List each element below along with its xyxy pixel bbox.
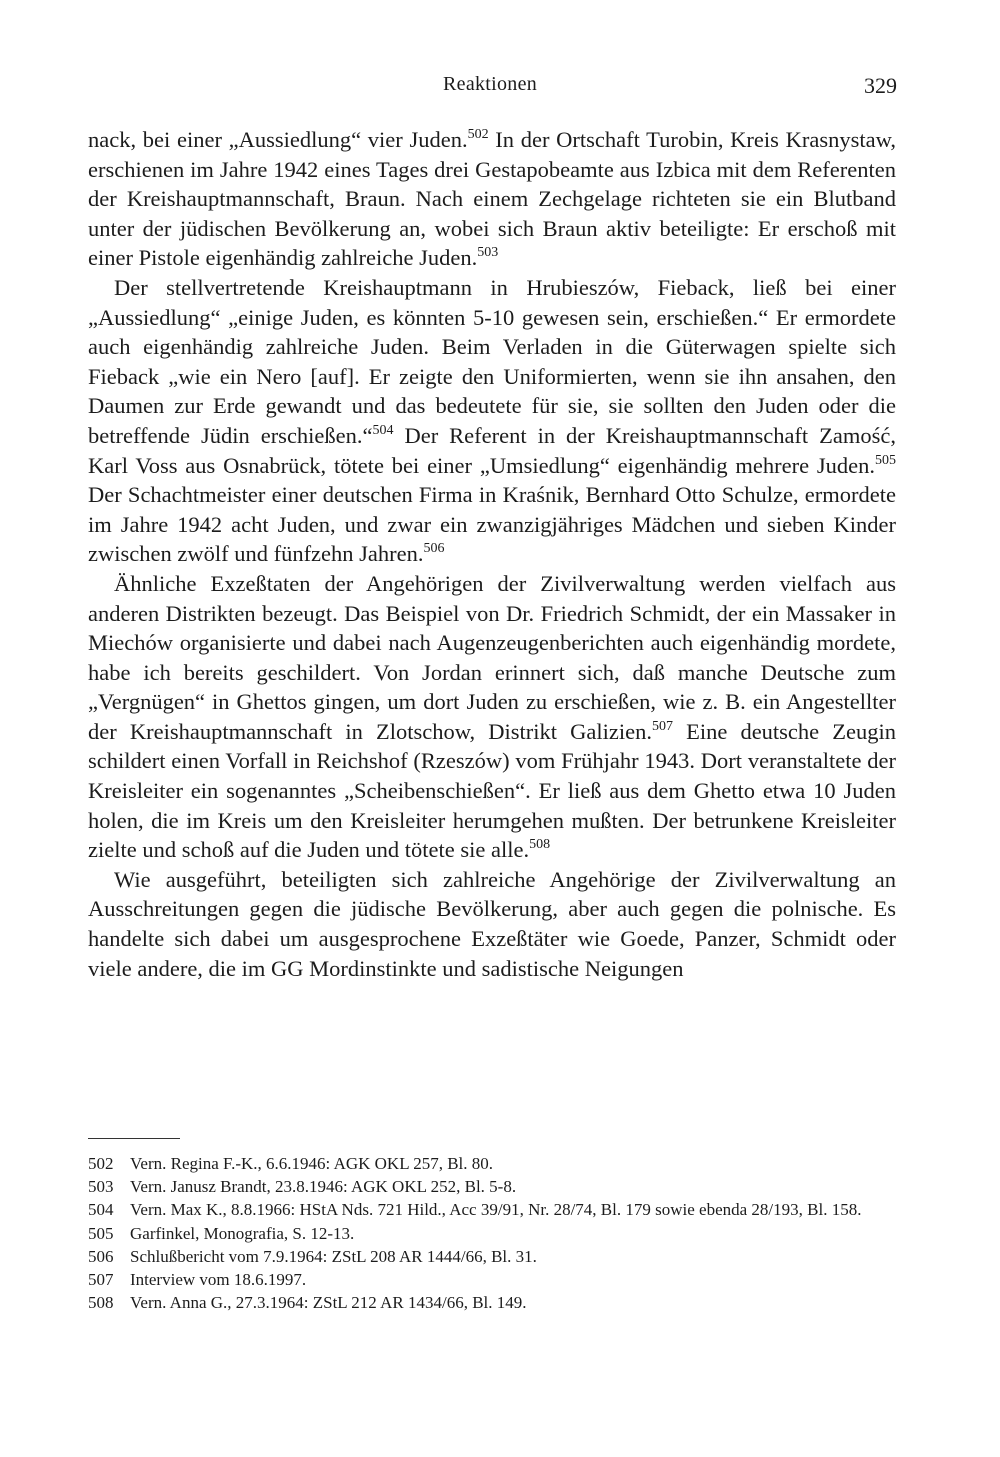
footnote-text: Vern. Regina F.-K., 6.6.1946: AGK OKL 257, Bl. 80.: [130, 1154, 494, 1173]
paragraph-4: [88, 865, 896, 983]
footnote-ref-508: 508: [529, 837, 551, 853]
footnote: [88, 1198, 896, 1221]
footnote-ref-503: 503: [477, 245, 499, 261]
footnote-text: Schlußbericht vom 7.9.1964: ZStL 208 AR 1444/66, Bl. 31.: [130, 1246, 537, 1266]
footnote-divider: [88, 1138, 180, 1139]
footnote-ref-507: 507: [651, 718, 673, 734]
footnote-number: 508: [88, 1293, 114, 1313]
footnote-ref-504: 504: [372, 422, 394, 438]
footnote-number: 505: [88, 1223, 114, 1243]
footnote: [88, 1268, 896, 1291]
footnote-ref-502: 502: [467, 127, 489, 142]
running-head: Reaktionen: [443, 73, 538, 95]
footnote: [88, 1175, 896, 1198]
footnote-number: 503: [88, 1177, 114, 1197]
footnote-text: Vern. Anna G., 27.3.1964: ZStL 212 AR 1434/66, Bl. 149.: [130, 1293, 527, 1313]
footnote: [88, 1222, 896, 1245]
footnotes: [88, 1152, 896, 1314]
footnote-number: 504: [88, 1200, 114, 1220]
footnote: [88, 1291, 896, 1314]
footnote-text: Interview vom 18.6.1997.: [130, 1270, 307, 1290]
footnote: [88, 1245, 896, 1268]
paragraph-text: Der Schachtmeister einer deutschen Firma in Kraśnik, Bernhard Otto Schulze, ermordete im Jahre 1942 acht Juden, und zwar ein zwanzigjähriges Mädchen und sieben Kinder zwischen zwölf und fünfzehn Jahren.: [88, 482, 896, 567]
footnote-ref-506: 506: [423, 541, 445, 557]
footnote-number: 506: [88, 1246, 114, 1266]
paragraph-3: [88, 569, 896, 865]
paragraph-1: [88, 125, 896, 273]
page-number: 329: [864, 73, 897, 98]
paragraph-text: Ähnliche Exzeßtaten der Angehörigen der Zivilverwaltung werden vielfach aus anderen Distrikten bezeugt. Das Beispiel von Dr. Friedrich Schmidt, der ein Massaker in Miechów organisierte und dabei nach Augenzeugenberichten auch eigenhändig mordete, habe ich bereits geschildert. Von Jordan erinnert sich, daß manche Deutsche zum „Vergnügen“ in Ghettos gingen, um dort Juden zu erschießen, wie z. B. ein Angestellter der Kreishauptmannschaft in Zlotschow, Distrikt Galizien.: [88, 570, 896, 744]
body-text: [88, 125, 896, 983]
footnote-ref-505: 505: [875, 452, 896, 468]
paragraph-text: In der Ortschaft Turobin, Kreis Krasnystaw, erschienen im Jahre 1942 eines Tages drei Gestapobeamte aus Izbica mit dem Referenten der Kreishauptmannschaft, Braun. Nach einem Zechgelage richteten sie ein Blutband unter der jüdischen Bevölkerung an, wobei sich Braun aktiv beteiligte: Er erschoß mit einer Pistole eigenhändig zahlreiche Juden.: [88, 127, 897, 271]
paragraph-text: Eine deutsche Zeugin schildert einen Vorfall in Reichshof (Rzeszów) vom Frühjahr 1943. Dort veranstaltete der Kreisleiter ein sogenanntes „Scheibenschießen“. Er ließ aus dem Ghetto etwa 10 Juden holen, die im Kreis um den Kreisleiter herumgehen mußten. Der betrunkene Kreisleiter zielte und schoß auf die Juden und tötete sie alle.: [88, 718, 897, 863]
paragraph-2: [88, 273, 896, 569]
footnote-text: Vern. Max K., 8.8.1966: HStA Nds. 721 Hild., Acc 39/91, Nr. 28/74, Bl. 179 sowie ebenda 28/193, Bl. 158.: [130, 1200, 862, 1220]
footnote-number: 502: [88, 1154, 114, 1173]
footnote-text: Vern. Janusz Brandt, 23.8.1946: AGK OKL 252, Bl. 5-8.: [130, 1177, 517, 1197]
footnote-number: 507: [88, 1270, 114, 1290]
footnote: [88, 1152, 896, 1175]
paragraph-text: Der Referent in der Kreishauptmannschaft Zamość, Karl Voss aus Osnabrück, tötete bei einer „Umsiedlung“ eigenhändig mehrere Juden.: [88, 422, 896, 478]
paragraph-text: Wie ausgeführt, beteiligten sich zahlreiche Angehörige der Zivilverwaltung an Ausschreitungen gegen die jüdische Bevölkerung, aber auch gegen die polnische. Es handelte sich dabei um ausgesprochene Exzeßtäter wie Goede, Panzer, Schmidt oder viele andere, die im GG Mordinstinkte und sadistische Neigungen: [88, 866, 896, 981]
paragraph-text: Der stellvertretende Kreishauptmann in Hrubieszów, Fieback, ließ bei einer „Aussiedlung“ „einige Juden, es könnten 5-10 gewesen sein, erschießen.“ Er ermordete auch eigenhändig zahlreiche Juden. Beim Verladen in die Güterwagen spielte sich Fieback „wie ein Nero [auf]. Er zeigte den Uniformierten, wenn sie ihn ansahen, den Daumen zur Erde gewandt und das bedeutete für sie, sie sollten den Juden oder die betreffende Jüdin erschießen.“: [88, 274, 896, 448]
paragraph-text: nack, bei einer „Aussiedlung“ vier Juden.: [88, 127, 468, 152]
footnote-text: Garfinkel, Monografia, S. 12-13.: [130, 1223, 355, 1243]
